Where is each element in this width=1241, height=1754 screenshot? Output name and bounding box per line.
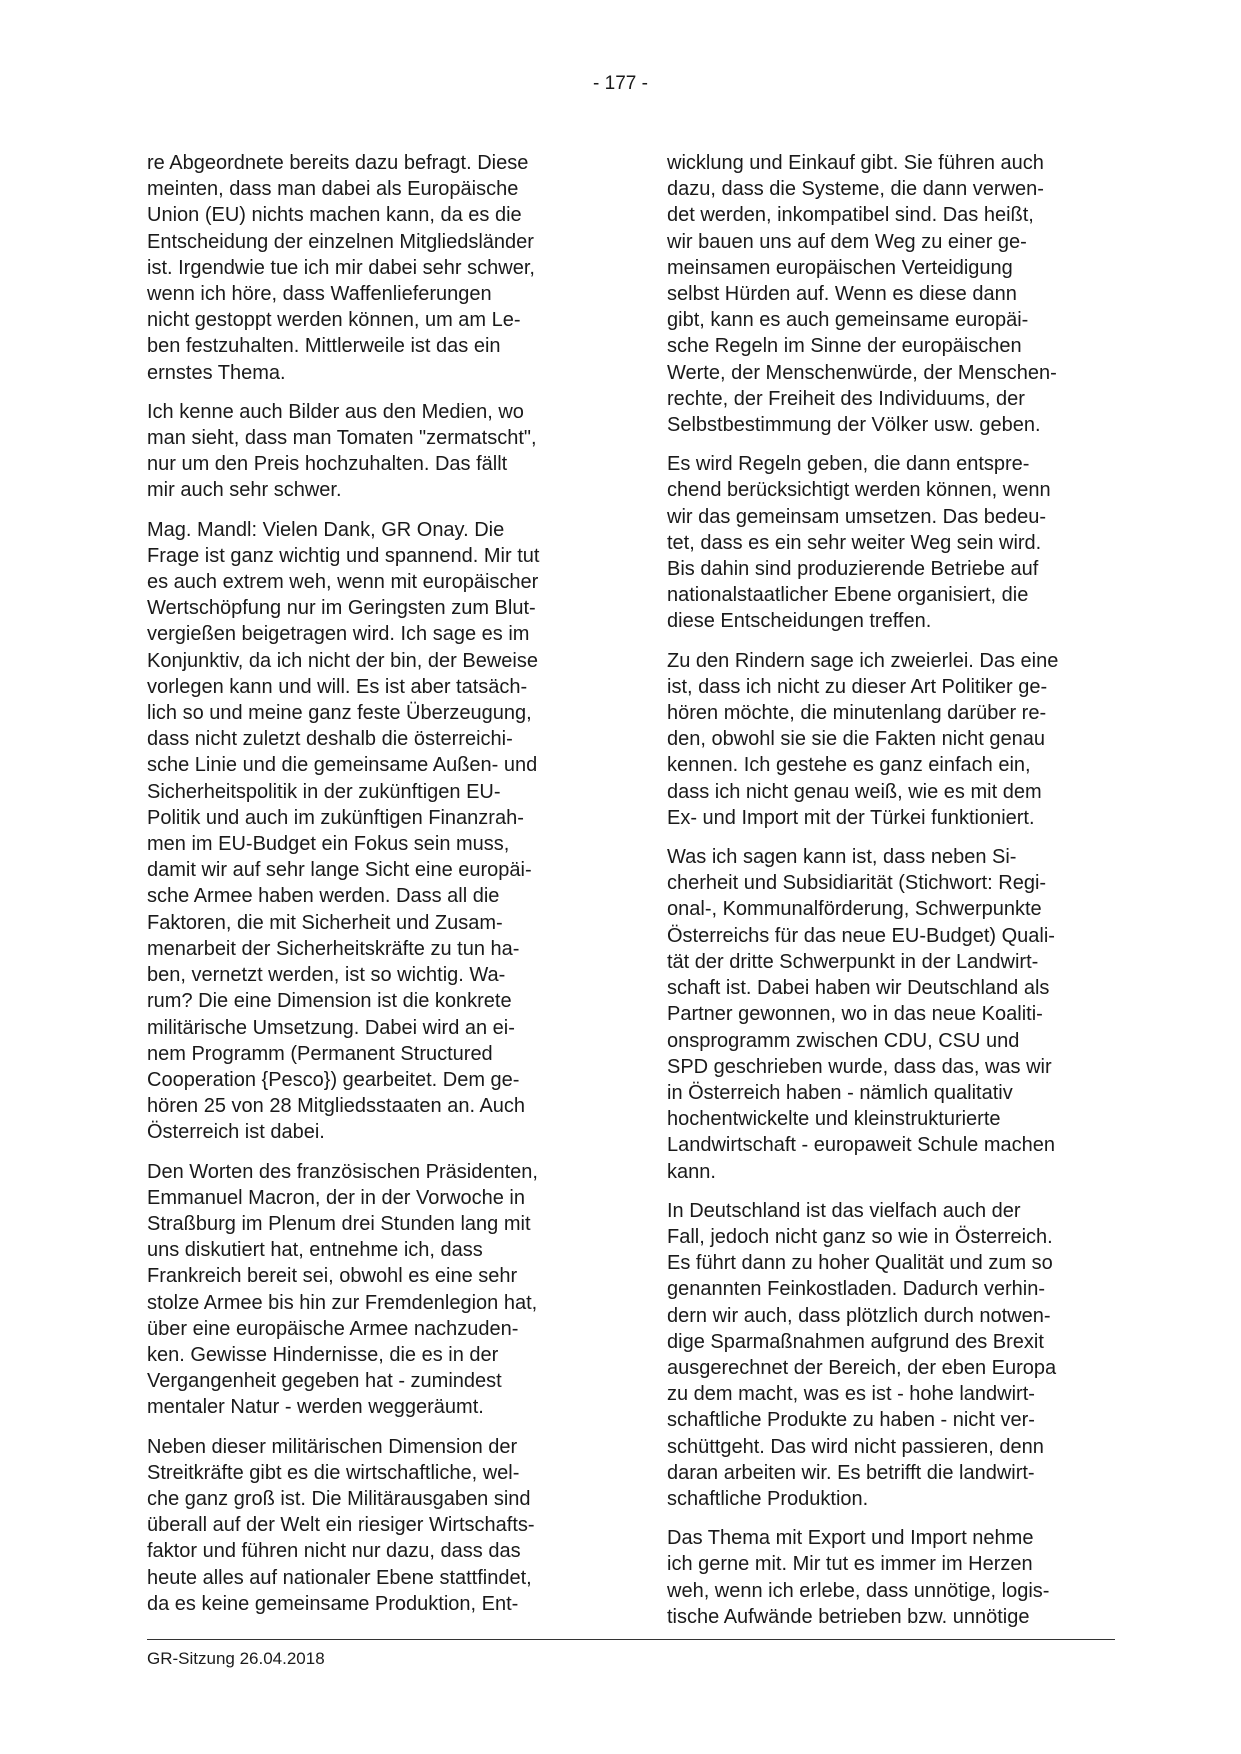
text-line: dern wir auch, dass plötzlich durch notwen- (667, 1304, 1051, 1327)
paragraph (147, 399, 577, 504)
text-line: Konjunktiv, da ich nicht der bin, der Beweise (147, 649, 538, 672)
text-line: ist. Irgendwie tue ich mir dabei sehr schwer, (147, 256, 535, 279)
paragraph (147, 517, 577, 1146)
text-line: ben, vernetzt werden, ist so wichtig. Wa- (147, 964, 506, 987)
text-line: ich gerne mit. Mir tut es immer im Herzen (667, 1553, 1033, 1576)
text-line: men im EU-Budget ein Fokus sein muss, (147, 833, 510, 856)
text-line: ken. Gewisse Hindernisse, die es in der (147, 1343, 499, 1366)
text-line: mir auch sehr schwer. (147, 479, 342, 502)
text-line: über eine europäische Armee nachzuden- (147, 1317, 519, 1340)
text-line: onal-, Kommunalförderung, Schwerpunkte (667, 898, 1042, 921)
text-line: schüttgeht. Das wird nicht passieren, denn (667, 1435, 1044, 1458)
text-line: Den Worten des französischen Präsidenten, (147, 1160, 538, 1183)
text-line: wicklung und Einkauf gibt. Sie führen auch (667, 152, 1044, 174)
text-line: Landwirtschaft - europaweit Schule machen (667, 1134, 1055, 1157)
text-line: Österreichs für das neue EU-Budget) Quali- (667, 924, 1055, 947)
text-line: ausgerechnet der Bereich, der eben Europa (667, 1356, 1057, 1379)
text-line: wir das gemeinsam umsetzen. Das bedeu- (667, 505, 1047, 528)
text-line: weh, wenn ich erlebe, dass unnötige, logis- (667, 1579, 1050, 1602)
text-line: Cooperation {Pesco}) gearbeitet. Dem ge- (147, 1068, 520, 1091)
text-line: Vergangenheit gegeben hat - zumindest (147, 1370, 502, 1393)
text-line: schaftliche Produkte zu haben - nicht ver- (667, 1409, 1035, 1432)
text-line: Emmanuel Macron, der in der Vorwoche in (147, 1186, 525, 1209)
text-line: Frankreich bereit sei, obwohl es eine sehr (147, 1265, 518, 1288)
text-line: Frage ist ganz wichtig und spannend. Mir tut (147, 544, 540, 567)
text-line: uns diskutiert hat, entnehme ich, dass (147, 1239, 483, 1262)
text-line: gibt, kann es auch gemeinsame europäi- (667, 309, 1029, 332)
text-line: Österreich ist dabei. (147, 1121, 325, 1144)
paragraph (667, 1525, 1097, 1630)
text-line: hören 25 von 28 Mitgliedsstaaten an. Auch (147, 1095, 526, 1118)
text-line: Ex- und Import mit der Türkei funktioniert. (667, 806, 1035, 829)
text-line: es auch extrem weh, wenn mit europäischer (147, 571, 539, 594)
text-line: heute alles auf nationaler Ebene stattfindet, (147, 1566, 532, 1589)
text-line: Entscheidung der einzelnen Mitgliedsländer (147, 230, 534, 253)
text-line: dass ich nicht genau weiß, wie es mit dem (667, 780, 1042, 803)
text-line: genannten Feinkostladen. Dadurch verhin- (667, 1278, 1046, 1301)
text-line: rechte, der Freiheit des Individuums, der (667, 387, 1025, 410)
text-line: selbst Hürden auf. Wenn es diese dann (667, 283, 1017, 306)
text-line: det werden, inkompatibel sind. Das heißt, (667, 204, 1034, 227)
text-line: hören möchte, die minutenlang darüber re- (667, 702, 1047, 725)
text-line: re Abgeordnete bereits dazu befragt. Diese (147, 152, 529, 174)
text-line: sche Regeln im Sinne der europäischen (667, 335, 1022, 358)
text-line: cherheit und Subsidiarität (Stichwort: Regi- (667, 872, 1047, 895)
text-line: In Deutschland ist das vielfach auch der (667, 1199, 1021, 1222)
text-line: schaftliche Produktion. (667, 1487, 869, 1510)
text-line: ernstes Thema. (147, 361, 286, 384)
text-line: faktor und führen nicht nur dazu, dass das (147, 1540, 521, 1563)
text-line: lich so und meine ganz feste Überzeugung, (147, 702, 532, 725)
text-line: zu dem macht, was es ist - hohe landwirt- (667, 1383, 1035, 1406)
text-line: onsprogramm zwischen CDU, CSU und (667, 1029, 1020, 1052)
text-line: Wertschöpfung nur im Geringsten zum Blut- (147, 597, 536, 620)
text-line: da es keine gemeinsame Produktion, Ent- (147, 1592, 519, 1615)
text-line: stolze Armee bis hin zur Fremdenlegion hat, (147, 1291, 538, 1314)
text-line: wenn ich höre, dass Waffenlieferungen (147, 283, 492, 306)
text-line: Ich kenne auch Bilder aus den Medien, wo (147, 400, 524, 423)
paragraph (667, 451, 1097, 634)
text-line: dass nicht zuletzt deshalb die österreichi- (147, 728, 513, 751)
text-line: militärische Umsetzung. Dabei wird an ei- (147, 1016, 515, 1039)
text-line: Es führt dann zu hoher Qualität und zum so (667, 1252, 1053, 1275)
text-line: che ganz groß ist. Die Militärausgaben sind (147, 1487, 531, 1510)
text-line: rum? Die eine Dimension ist die konkrete (147, 990, 512, 1013)
right-column (667, 150, 1097, 1643)
text-line: Fall, jedoch nicht ganz so wie in Österreich. (667, 1225, 1053, 1248)
text-line: kennen. Ich gestehe es ganz einfach ein, (667, 754, 1031, 777)
footer-session-date: GR-Sitzung 26.04.2018 (147, 1649, 325, 1668)
text-line: Werte, der Menschenwürde, der Menschen- (667, 361, 1057, 384)
text-line: menarbeit der Sicherheitskräfte zu tun ha- (147, 937, 520, 960)
text-line: vergießen beigetragen wird. Ich sage es im (147, 623, 530, 646)
text-line: nicht gestoppt werden können, um am Le- (147, 309, 521, 332)
text-line: Partner gewonnen, wo in das neue Koaliti- (667, 1003, 1043, 1026)
text-line: überall auf der Welt ein riesiger Wirtschafts- (147, 1514, 535, 1537)
text-line: diese Entscheidungen treffen. (667, 610, 932, 633)
text-line: Faktoren, die mit Sicherheit und Zusam- (147, 911, 503, 934)
paragraph (667, 648, 1097, 831)
text-line: wir bauen uns auf dem Weg zu einer ge- (667, 230, 1027, 253)
text-line: hochentwickelte und kleinstrukturierte (667, 1108, 1001, 1131)
text-line: Straßburg im Plenum drei Stunden lang mit (147, 1212, 531, 1235)
text-line: tische Aufwände betrieben bzw. unnötige (667, 1605, 1030, 1628)
text-line: den, obwohl sie sie die Fakten nicht genau (667, 728, 1046, 751)
text-line: tät der dritte Schwerpunkt in der Landwirt- (667, 950, 1039, 973)
text-line: damit wir auf sehr lange Sicht eine europäi- (147, 859, 532, 882)
text-line: SPD geschrieben wurde, dass das, was wir (667, 1055, 1052, 1078)
text-line: meinsamen europäischen Verteidigung (667, 256, 1013, 279)
text-line: Was ich sagen kann ist, dass neben Si- (667, 846, 1017, 869)
text-line: meinten, dass man dabei als Europäische (147, 178, 519, 201)
text-line: tet, dass es ein sehr weiter Weg sein wird. (667, 531, 1042, 554)
text-line: Neben dieser militärischen Dimension der (147, 1435, 518, 1458)
text-line: vorlegen kann und will. Es ist aber tatsäch- (147, 675, 528, 698)
text-line: Union (EU) nichts machen kann, da es die (147, 204, 522, 227)
text-line: dazu, dass die Systeme, die dann verwen- (667, 178, 1044, 201)
text-line: Politik und auch im zukünftigen Finanzrah- (147, 806, 524, 829)
text-line: Das Thema mit Export und Import nehme (667, 1527, 1034, 1550)
paragraph (667, 1198, 1097, 1512)
footer-divider (147, 1639, 1115, 1640)
paragraph (147, 1159, 577, 1421)
text-line: schaft ist. Dabei haben wir Deutschland als (667, 977, 1050, 1000)
text-line: sche Armee haben werden. Dass all die (147, 885, 500, 908)
text-line: Selbstbestimmung der Völker usw. geben. (667, 414, 1041, 437)
text-line: kann. (667, 1160, 716, 1183)
text-line: Zu den Rindern sage ich zweierlei. Das eine (667, 649, 1059, 672)
text-line: nem Programm (Permanent Structured (147, 1042, 493, 1065)
text-line: dige Sparmaßnahmen aufgrund des Brexit (667, 1330, 1044, 1353)
text-line: mentaler Natur - werden weggeräumt. (147, 1396, 484, 1419)
text-line: in Österreich haben - nämlich qualitativ (667, 1081, 1013, 1104)
paragraph (667, 150, 1097, 438)
paragraph (667, 844, 1097, 1185)
text-line: chend berücksichtigt werden können, wenn (667, 479, 1051, 502)
text-line: ist, dass ich nicht zu dieser Art Politiker ge- (667, 675, 1048, 698)
text-line: Sicherheitspolitik in der zukünftigen EU- (147, 780, 501, 803)
text-line: nur um den Preis hochzuhalten. Das fällt (147, 453, 508, 476)
text-line: Streitkräfte gibt es die wirtschaftliche, wel- (147, 1461, 520, 1484)
text-line: nationalstaatlicher Ebene organisiert, die (667, 584, 1029, 607)
left-column (147, 150, 577, 1630)
paragraph (147, 150, 577, 386)
page-number: - 177 - (593, 73, 648, 94)
text-line: Bis dahin sind produzierende Betriebe auf (667, 558, 1039, 581)
text-line: sche Linie und die gemeinsame Außen- und (147, 754, 538, 777)
text-line: ben festzuhalten. Mittlerweile ist das ein (147, 335, 501, 358)
text-line: daran arbeiten wir. Es betrifft die landwirt- (667, 1461, 1035, 1484)
text-line: man sieht, dass man Tomaten "zermatscht", (147, 427, 537, 450)
text-line: Es wird Regeln geben, die dann entspre- (667, 453, 1030, 476)
paragraph (147, 1434, 577, 1617)
text-line: Mag. Mandl: Vielen Dank, GR Onay. Die (147, 518, 505, 541)
